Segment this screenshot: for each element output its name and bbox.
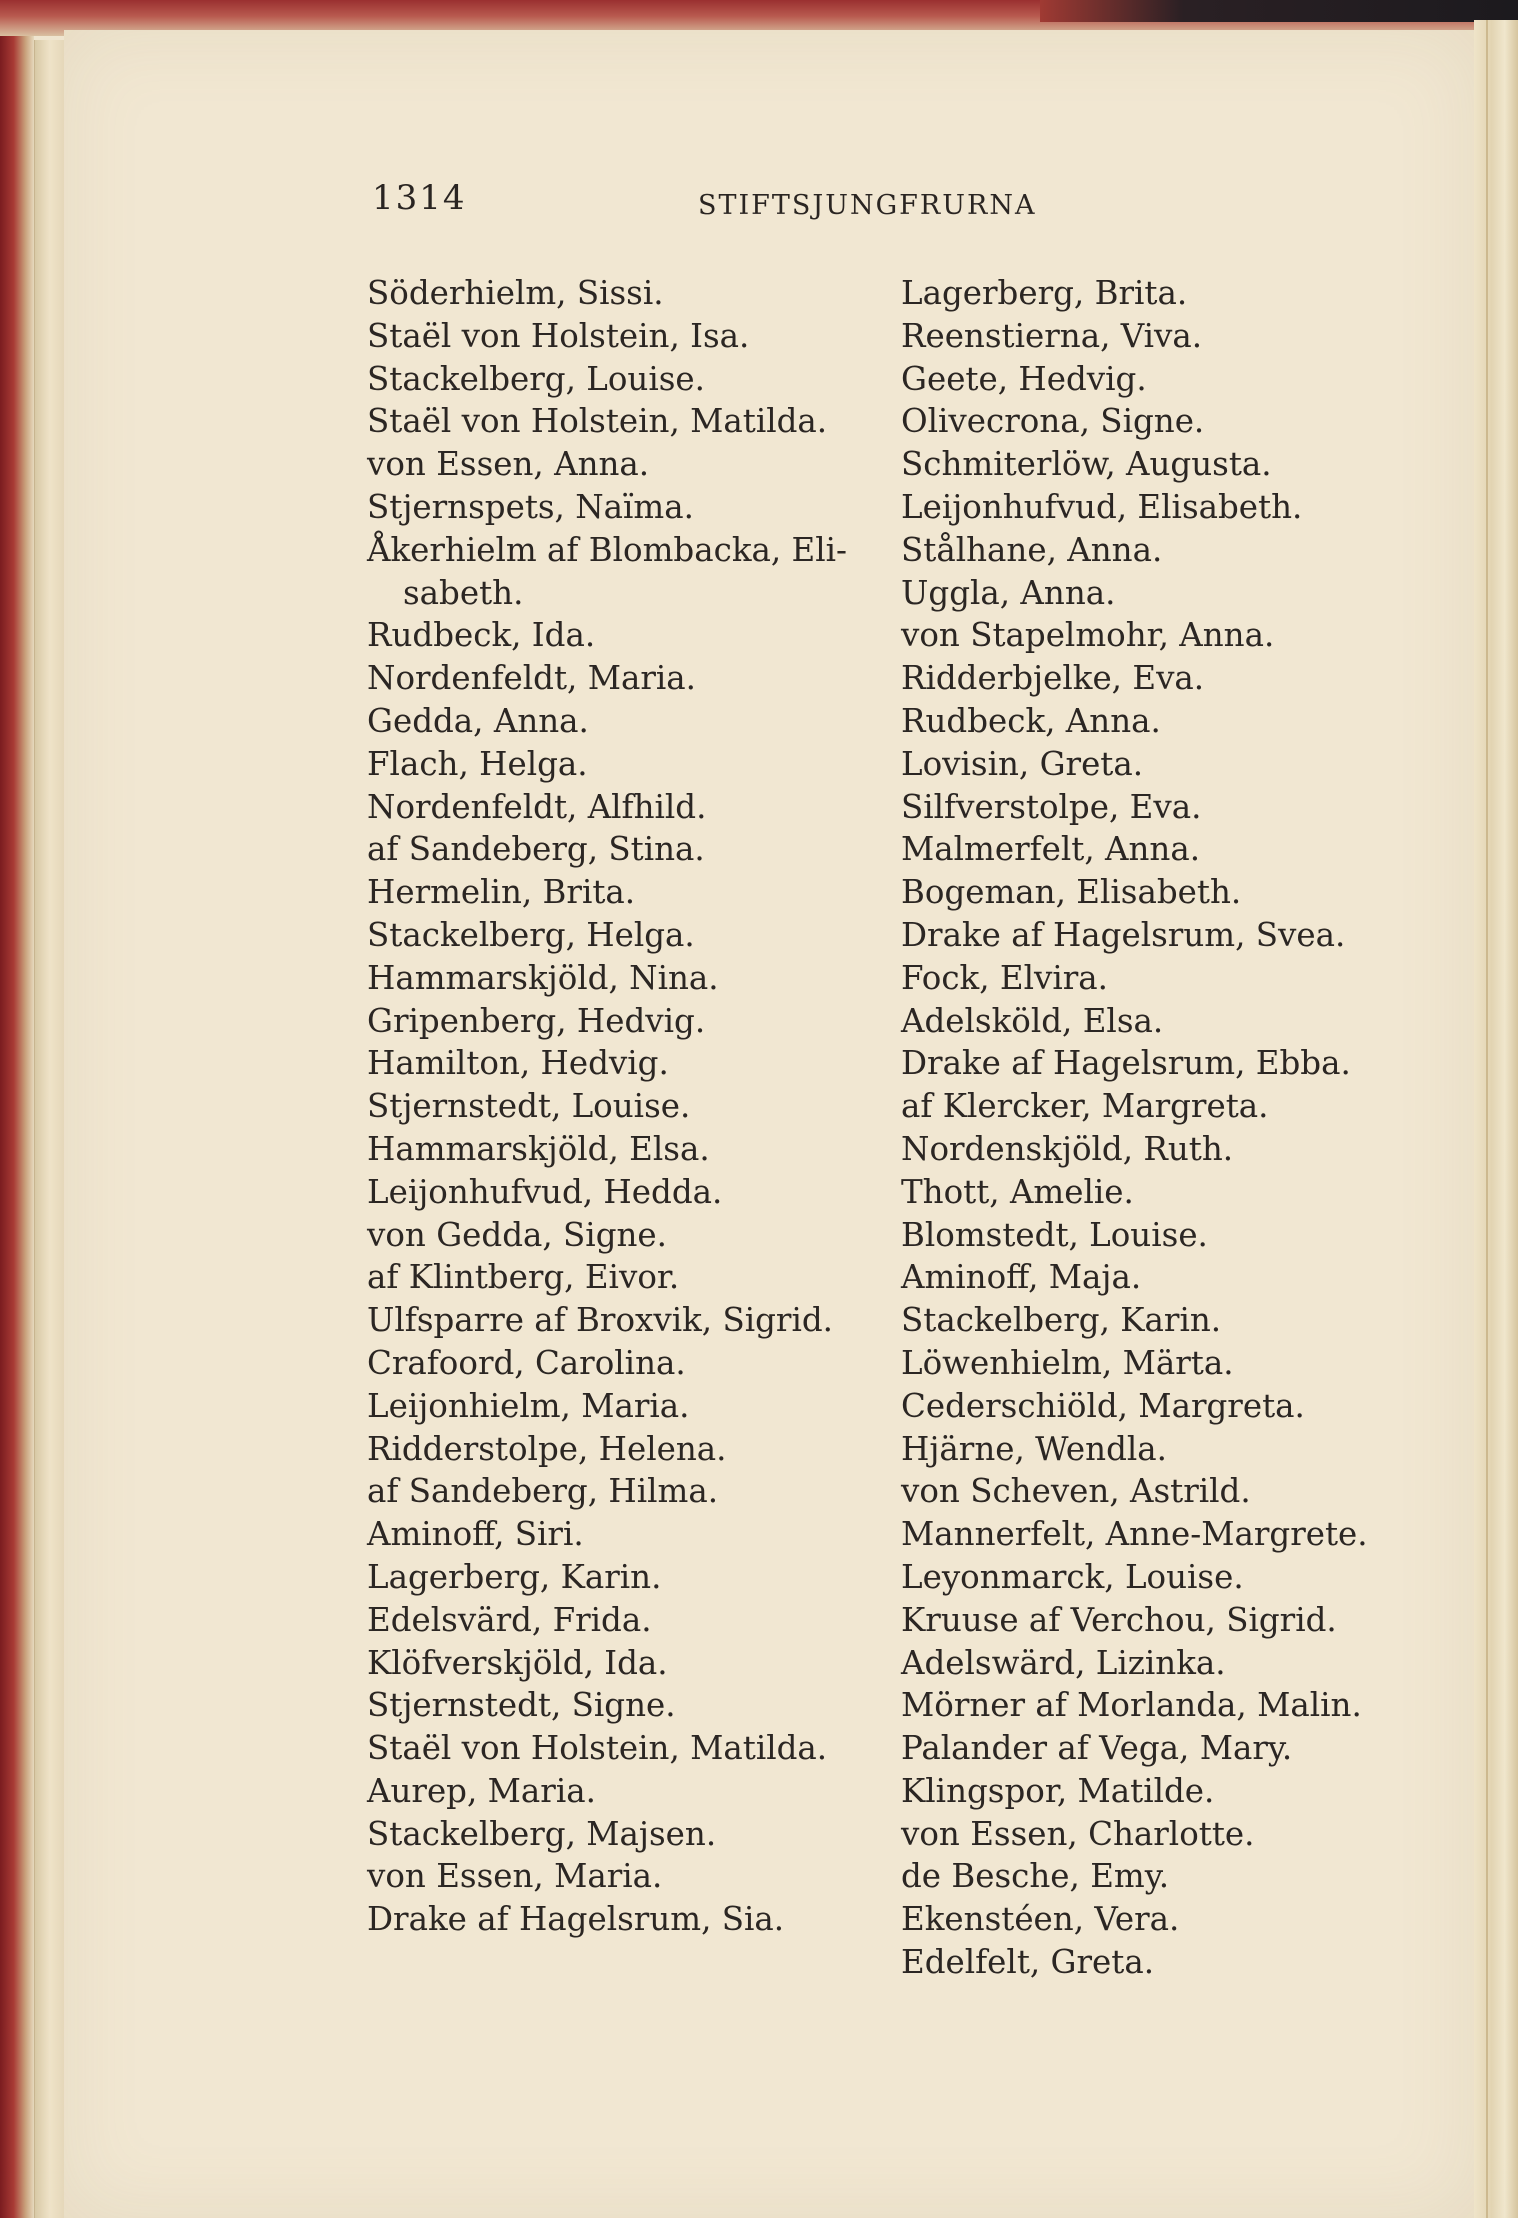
name-entry: Klingspor, Matilde. xyxy=(901,1771,1215,1810)
name-entry: Stålhane, Anna. xyxy=(901,530,1163,569)
name-entry: Olivecrona, Signe. xyxy=(901,402,1205,441)
name-entry: Malmerfelt, Anna. xyxy=(901,830,1201,869)
name-entry: Leijonhufvud, Hedda. xyxy=(367,1172,723,1211)
name-entry: Flach, Helga. xyxy=(367,744,588,783)
name-entry: Lagerberg, Brita. xyxy=(901,274,1188,312)
name-entry: von Essen, Charlotte. xyxy=(901,1814,1255,1853)
name-entry: Stackelberg, Majsen. xyxy=(367,1814,717,1853)
name-entry: Schmiterlöw, Augusta. xyxy=(901,445,1272,484)
name-entry: Hjärne, Wendla. xyxy=(901,1429,1167,1468)
name-entry: Stackelberg, Karin. xyxy=(901,1301,1222,1340)
name-entry: Ridderstolpe, Helena. xyxy=(367,1429,727,1468)
name-entry: Leijonhufvud, Elisabeth. xyxy=(901,487,1303,526)
name-entry: Ekenstéen, Vera. xyxy=(901,1900,1180,1939)
name-entry: Lovisin, Greta. xyxy=(901,744,1144,783)
name-entry: Leijonhielm, Maria. xyxy=(367,1386,690,1425)
name-entry: Hammarskjöld, Nina. xyxy=(367,958,719,997)
name-entry: Edelsvärd, Frida. xyxy=(367,1600,652,1639)
name-entry: Kruuse af Verchou, Sigrid. xyxy=(901,1600,1337,1639)
name-entry: Hamilton, Hedvig. xyxy=(367,1044,669,1083)
name-entry: Fock, Elvira. xyxy=(901,958,1109,997)
name-entry: Hermelin, Brita. xyxy=(367,873,636,912)
name-entry: Uggla, Anna. xyxy=(901,573,1116,612)
name-entry: Nordenfeldt, Alfhild. xyxy=(367,787,707,826)
page-number: 1314 xyxy=(372,178,467,218)
name-entry: Löwenhielm, Märta. xyxy=(901,1343,1234,1382)
name-entry: Rudbeck, Ida. xyxy=(367,616,596,655)
name-entry: af Sandeberg, Stina. xyxy=(367,830,705,869)
name-entry: Leyonmarck, Louise. xyxy=(901,1557,1244,1596)
name-entry: Drake af Hagelsrum, Ebba. xyxy=(901,1044,1351,1083)
name-entry: Rudbeck, Anna. xyxy=(901,701,1161,740)
name-entry: Mannerfelt, Anne-Margrete. xyxy=(901,1515,1368,1554)
name-entry: von Essen, Maria. xyxy=(367,1857,663,1896)
name-list-left-column xyxy=(367,272,847,1941)
name-entry: Stackelberg, Helga. xyxy=(367,915,695,954)
name-entry: Gedda, Anna. xyxy=(367,701,589,740)
name-list-right-column xyxy=(901,272,1368,1984)
running-title: STIFTSJUNGFRURNA xyxy=(698,190,1037,221)
name-entry: von Stapelmohr, Anna. xyxy=(901,616,1275,655)
name-entry: Nordenfeldt, Maria. xyxy=(367,659,696,698)
name-entry: Staël von Holstein, Matilda. xyxy=(367,402,828,441)
name-entry: Staël von Holstein, Matilda. xyxy=(367,1729,828,1768)
name-entry: sabeth. xyxy=(403,573,524,612)
name-entry: Silfverstolpe, Eva. xyxy=(901,787,1202,826)
name-entry: Söderhielm, Sissi. xyxy=(367,274,664,312)
name-entry: Klöfverskjöld, Ida. xyxy=(367,1643,668,1682)
name-entry: Aminoff, Maja. xyxy=(901,1258,1142,1297)
name-entry: Drake af Hagelsrum, Svea. xyxy=(901,915,1346,954)
page-stack-right xyxy=(1474,20,1518,2218)
page-stack-line xyxy=(1486,20,1488,2218)
page-stack-left xyxy=(34,40,65,2218)
name-entry: Cederschiöld, Margreta. xyxy=(901,1386,1305,1425)
name-entry: af Klintberg, Eivor. xyxy=(367,1258,680,1297)
name-entry: Aurep, Maria. xyxy=(367,1771,596,1810)
name-entry: von Scheven, Astrild. xyxy=(901,1472,1251,1511)
name-entry: Geete, Hedvig. xyxy=(901,359,1147,398)
name-entry: Thott, Amelie. xyxy=(901,1172,1134,1211)
name-entry: Gripenberg, Hedvig. xyxy=(367,1001,706,1040)
name-entry: Edelfelt, Greta. xyxy=(901,1943,1155,1982)
name-entry: af Klercker, Margreta. xyxy=(901,1087,1269,1126)
name-entry: Stjernstedt, Signe. xyxy=(367,1686,676,1725)
name-entry: von Essen, Anna. xyxy=(367,445,650,484)
name-entry: Lagerberg, Karin. xyxy=(367,1557,662,1596)
name-entry: Staël von Holstein, Isa. xyxy=(367,316,750,355)
name-entry: Nordenskjöld, Ruth. xyxy=(901,1129,1234,1168)
name-entry: Drake af Hagelsrum, Sia. xyxy=(367,1900,785,1939)
name-entry: Blomstedt, Louise. xyxy=(901,1215,1208,1254)
book-cover-edge-left xyxy=(0,0,34,2218)
name-entry: von Gedda, Signe. xyxy=(367,1215,667,1254)
name-entry: Palander af Vega, Mary. xyxy=(901,1729,1293,1768)
name-entry: Adelswärd, Lizinka. xyxy=(901,1643,1226,1682)
name-entry: de Besche, Emy. xyxy=(901,1857,1170,1896)
book-spine-shadow xyxy=(1040,0,1518,22)
name-entry: Stjernspets, Naïma. xyxy=(367,487,694,526)
name-entry: Bogeman, Elisabeth. xyxy=(901,873,1242,912)
name-entry: Adelsköld, Elsa. xyxy=(901,1001,1164,1040)
name-entry: Crafoord, Carolina. xyxy=(367,1343,686,1382)
name-entry: Hammarskjöld, Elsa. xyxy=(367,1129,710,1168)
name-entry: Åkerhielm af Blombacka, Eli- xyxy=(367,530,848,569)
name-entry: Stjernstedt, Louise. xyxy=(367,1087,691,1126)
name-entry: Reenstierna, Viva. xyxy=(901,316,1203,355)
name-entry: Stackelberg, Louise. xyxy=(367,359,705,398)
name-entry: af Sandeberg, Hilma. xyxy=(367,1472,719,1511)
name-entry: Aminoff, Siri. xyxy=(367,1515,584,1554)
name-entry: Mörner af Morlanda, Malin. xyxy=(901,1686,1362,1725)
name-entry: Ridderbjelke, Eva. xyxy=(901,659,1205,698)
name-entry: Ulfsparre af Broxvik, Sigrid. xyxy=(367,1301,833,1340)
